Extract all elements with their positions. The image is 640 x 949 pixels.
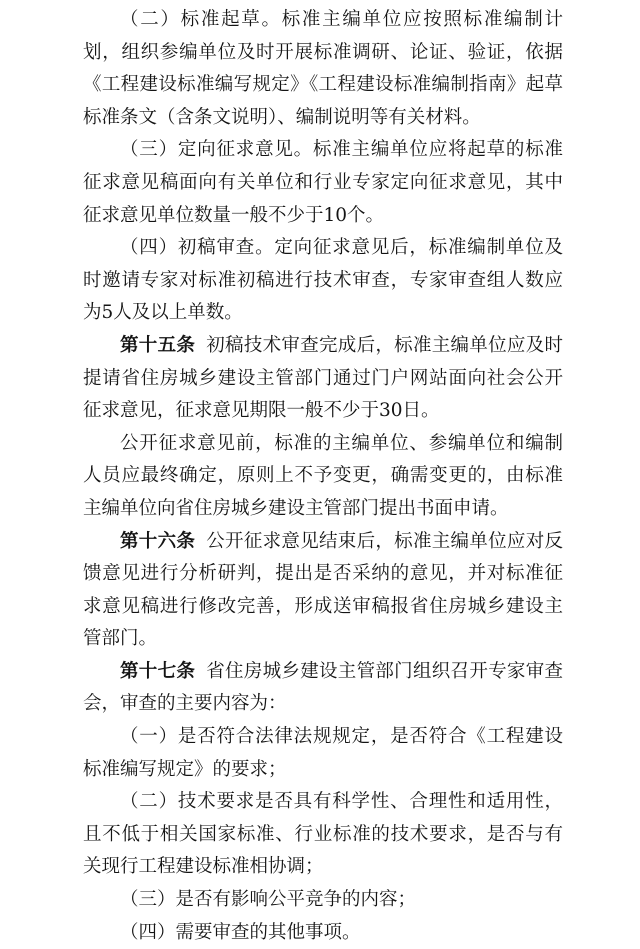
paragraph-targeted-consultation	[83, 134, 563, 232]
paragraph-review-item-3	[83, 884, 563, 917]
document-page	[83, 4, 563, 949]
paragraph-text: （二）技术要求是否具有科学性、合理性和适用性，且不低于相关国家标准、行业标准的技术要求，是否与有关现行工程建设标准相协调；	[83, 791, 563, 878]
paragraph-article-17	[83, 656, 563, 721]
article-title: 第十六条	[120, 530, 196, 552]
paragraph-review-item-4	[83, 917, 563, 949]
paragraph-review-item-2	[83, 786, 563, 884]
paragraph-text: （四）初稿审查。定向征求意见后，标准编制单位及时邀请专家对标准初稿进行技术审查，专家审查组人数应为5人及以上单数。	[83, 237, 563, 324]
paragraph-text: （二）标准起草。标准主编单位应按照标准编制计划，组织参编单位及时开展标准调研、论证、验证，依据《工程建设标准编写规定》《工程建设标准编制指南》起草标准条文（含条文说明）、编制说明等有关材料。	[83, 9, 563, 128]
paragraph-article-15	[83, 330, 563, 428]
paragraph-text: 初稿技术审查完成后，标准主编单位应及时提请省住房城乡建设主管部门通过门户网站面向社会公开征求意见，征求意见期限一般不少于30日。	[83, 334, 563, 422]
paragraph-text: 公开征求意见结束后，标准主编单位应对反馈意见进行分析研判，提出是否采纳的意见，并对标准征求意见稿进行修改完善，形成送审稿报省住房城乡建设主管部门。	[83, 530, 563, 650]
paragraph-text: 公开征求意见前，标准的主编单位、参编单位和编制人员应最终确定，原则上不予变更，确需变更的，由标准主编单位向省住房城乡建设主管部门提出书面申请。	[83, 432, 563, 519]
paragraph-text: （三）定向征求意见。标准主编单位应将起草的标准征求意见稿面向有关单位和行业专家定向征求意见，其中征求意见单位数量一般不少于10个。	[83, 139, 563, 226]
paragraph-text: 省住房城乡建设主管部门组织召开专家审查会，审查的主要内容为：	[83, 660, 563, 715]
paragraph-draft-review	[83, 232, 563, 330]
paragraph-text: （三）是否有影响公平竞争的内容；	[120, 889, 417, 911]
paragraph-standard-drafting	[83, 4, 563, 134]
paragraph-before-public-consultation	[83, 428, 563, 526]
article-title: 第十七条	[120, 660, 196, 682]
paragraph-text: （一）是否符合法律法规规定，是否符合《工程建设标准编写规定》的要求；	[83, 726, 563, 780]
paragraph-text: （四）需要审查的其他事项。	[120, 921, 361, 943]
paragraph-article-16	[83, 526, 563, 656]
paragraph-review-item-1	[83, 721, 563, 786]
article-title: 第十五条	[120, 334, 196, 356]
